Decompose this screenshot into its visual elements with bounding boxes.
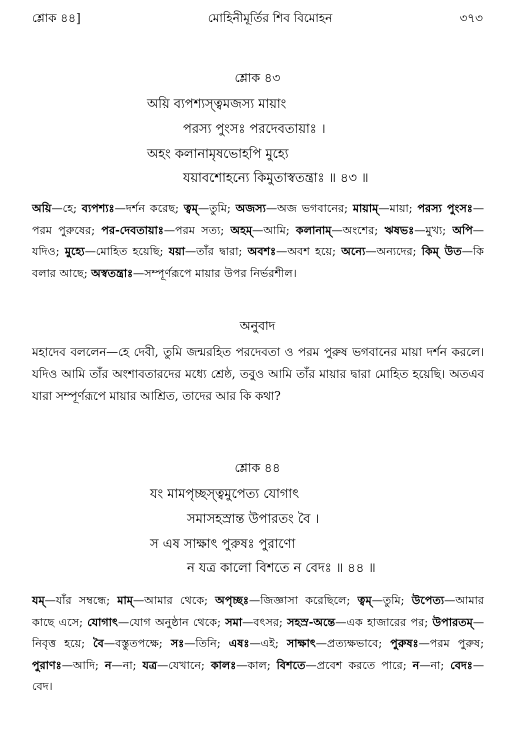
gloss-meaning: —প্রত্যক্ষভাবে; [315, 637, 391, 650]
gloss-meaning: —হে; [51, 202, 82, 215]
gloss-meaning: —তুমি; [197, 202, 236, 215]
header-chapter-title: মোহিনীমূর্তির শিব বিমোহন [207, 11, 333, 25]
gloss-word: বৈ [93, 636, 104, 650]
gloss-word: সহস্র-অন্তে [287, 614, 336, 629]
shloka-43-line-2: পরস্য পুংসঃ পরদেবতায়াঃ । [183, 122, 326, 137]
gloss-word: অপি [452, 222, 473, 237]
gloss-word: ব্যপশ্যঃ [81, 201, 115, 215]
gloss-meaning: —নিবৃত্ত হয়ে; [32, 615, 485, 650]
gloss-word: কালঃ [210, 657, 237, 672]
gloss-meaning: —যেখানে; [157, 658, 211, 672]
gloss-meaning: —পরম পুরুষের; [32, 202, 484, 237]
gloss-meaning: —জিজ্ঞাসা করেছিলে; [249, 594, 358, 607]
gloss-meaning: —মোহিত হয়েছি; [84, 245, 169, 258]
gloss-meaning: —তুমি; [371, 594, 412, 607]
gloss-word: পর-দেবতায়াঃ [101, 222, 164, 237]
gloss-meaning: —পরম পুরুষ; [418, 637, 484, 650]
gloss-word: কলানাম্ [295, 222, 332, 237]
gloss-meaning: —প্রবেশ করতে পারে; [305, 658, 413, 672]
gloss-meaning: —পরম সত্য; [163, 223, 231, 237]
gloss-meaning: —যাঁর সম্বন্ধে; [44, 594, 118, 607]
gloss-meaning: —অন্যদের; [365, 245, 422, 258]
gloss-meaning: —যদিও; [32, 223, 484, 258]
gloss-meaning: —সম্পূর্ণরূপে মায়ার উপর নির্ভরশীল। [133, 266, 297, 280]
shloka-43-line-4: যয়াবশোহন্যে কিমুতাস্বতন্ত্রাঃ ॥ ৪৩ ॥ [183, 171, 369, 186]
gloss-word: যত্র [142, 657, 158, 672]
gloss-meaning: —অজ ভগবানের; [265, 202, 353, 215]
gloss-word: মুহ্যে [64, 244, 85, 258]
gloss-word: এষঃ [228, 636, 250, 650]
gloss-word: ন [412, 657, 420, 672]
gloss-word: ন [104, 657, 112, 672]
gloss-meaning: —কাল; [236, 658, 277, 672]
gloss-meaning: —না; [111, 658, 143, 672]
gloss-word: যম্ [32, 593, 45, 607]
shloka-44-line-3: স এষ সাক্ষাৎ পুরুষঃ পুরাণো [150, 537, 296, 552]
gloss-word: কিম্ উত [421, 244, 462, 258]
gloss-meaning: —অংশের; [331, 223, 385, 237]
gloss-meaning: —এই; [249, 637, 287, 650]
header-verse-ref: শ্লোক ৪৪] [32, 11, 81, 25]
gloss-word: অস্বতন্ত্রাঃ [91, 265, 134, 280]
gloss-word: পরস্য পুংসঃ [417, 201, 473, 215]
shloka-44-line-2: সমাসহস্রান্ত উপারতং বৈ । [187, 512, 320, 527]
page-number: ৩৭৩ [459, 11, 483, 25]
gloss-meaning: —তিনি; [184, 637, 229, 650]
gloss-meaning: —দর্শন করেছ; [114, 202, 184, 215]
gloss-word: অহম্ [230, 222, 253, 237]
translation-text: মহাদেব বললেন—হে দেবী, তুমি জন্মরহিত পরদেবতা ও পরম পুরুষ ভগবানের মায়া দর্শন করলে। যদিও আমি তাঁর অংশাবতারদের মধ্যে শ্রেষ্ঠ, তবুও আমি তাঁর মায়ার দ্বারা মোহিত হয়েছি। অতএব যারা সম্পূর্ণরূপে মায়ার আশ্রিত, তাদের আর কি কথা? [32, 345, 484, 403]
gloss-word: সঃ [170, 636, 185, 650]
gloss-word: মায়াম্ [352, 201, 379, 215]
gloss-meaning: —তাঁর দ্বারা; [184, 245, 248, 258]
gloss-word: ত্বম্ [357, 593, 372, 607]
gloss-word: পুরুষঃ [390, 636, 419, 650]
gloss-word: মাম্ [117, 593, 133, 607]
gloss-word: যয়া [168, 244, 185, 258]
gloss-meaning: —আমার কাছে এসে; [32, 594, 484, 629]
gloss-word: অন্যে [341, 244, 366, 258]
shloka-43-title: শ্লোক ৪৩ [234, 70, 281, 85]
gloss-meaning: —মুখ্য; [414, 223, 453, 237]
shloka-44-line-1: যং মামপৃচ্ছস্ত্বমুপেত্য যোগাৎ [150, 487, 300, 502]
gloss-word: অয়ি [32, 201, 52, 215]
gloss-meaning: —মায়া; [378, 202, 418, 215]
shloka-43-line-3: অহং কলানামৃষভোহপি মুহ্যে [147, 147, 289, 162]
gloss-word: সাক্ষাৎ [286, 636, 316, 650]
gloss-meaning: —কি বলার আছে; [32, 245, 484, 280]
shloka-43-line-1: অয়ি ব্যপশ্যস্ত্বমজস্য মায়াং [147, 97, 287, 112]
gloss-word: ঋষভঃ [384, 222, 415, 237]
shloka-44-word-meanings [32, 590, 484, 698]
gloss-word: পুরাণঃ [32, 657, 62, 672]
gloss-meaning: —বস্তুতপক্ষে; [103, 637, 171, 650]
translation-title: অনুবাদ [239, 318, 276, 333]
gloss-meaning: —আদি; [61, 658, 105, 672]
gloss-meaning: —বেদ। [32, 658, 485, 693]
shloka-44-line-4: ন যত্র কালো বিশতে ন বেদঃ ॥ ৪৪ ॥ [187, 561, 376, 576]
gloss-meaning: —যোগ অনুষ্ঠান থেকে; [118, 615, 226, 629]
gloss-word: অপৃচ্ছঃ [215, 593, 249, 607]
page-header [32, 10, 483, 30]
gloss-word: ত্বম্ [183, 201, 198, 215]
gloss-meaning: —বৎসর; [242, 615, 288, 629]
gloss-word: উপেত্য [411, 593, 445, 607]
gloss-meaning: —আমার থেকে; [132, 594, 216, 607]
gloss-meaning: —অবশ হয়ে; [276, 245, 342, 258]
gloss-meaning: —না; [419, 658, 451, 672]
gloss-word: যোগাৎ [87, 614, 118, 629]
shloka-44-title: শ্লোক ৪৪ [234, 460, 281, 475]
shloka-43-word-meanings [32, 198, 484, 284]
gloss-word: বিশতে [276, 657, 306, 672]
gloss-meaning: —এক হাজারের পর; [335, 615, 433, 629]
gloss-meaning: —আমি; [252, 223, 296, 237]
gloss-word: বেদঃ [450, 657, 473, 672]
gloss-word: উপারতম্ [432, 614, 473, 629]
gloss-word: অবশঃ [247, 244, 277, 258]
gloss-word: সমা [225, 614, 243, 629]
gloss-word: অজস্য [235, 201, 266, 215]
